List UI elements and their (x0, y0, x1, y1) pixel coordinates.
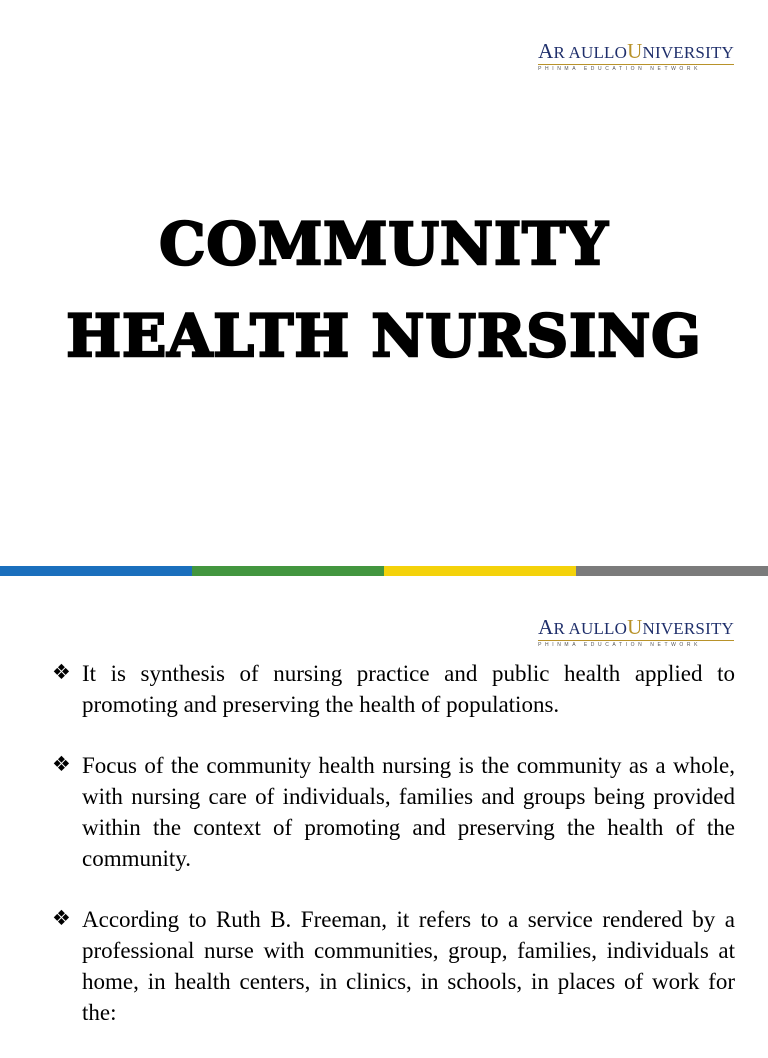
diamond-bullet-icon: ❖ (52, 660, 71, 684)
content-slide (0, 576, 768, 1024)
color-divider-bar (0, 566, 768, 576)
divider-segment-gray (576, 566, 768, 576)
bullet-list (52, 658, 735, 1058)
bullet-item: ❖ Focus of the community health nursing is the community as a whole, with nursing care of individuals, families and groups being provided within the context of promoting and preserving the health of the community. (52, 750, 735, 874)
araullo-university-logo: AR AULLOUNIVERSITY PHINMA EDUCATION NETWORK (538, 615, 734, 648)
bullet-item: ❖ It is synthesis of nursing practice and public health applied to promoting and preserving the health of populations. (52, 658, 735, 720)
diamond-bullet-icon: ❖ (52, 906, 71, 930)
title-line-2: HEALTH NURSING (66, 302, 702, 370)
bullet-item: ❖ According to Ruth B. Freeman, it refers to a service rendered by a professional nurse with communities, group, families, individuals at home, in health centers, in clinics, in schools, in places of work for the: (52, 904, 735, 1028)
araullo-university-logo: AR AULLOUNIVERSITY PHINMA EDUCATION NETWORK (538, 39, 734, 72)
slide-title (0, 198, 768, 382)
divider-segment-yellow (384, 566, 576, 576)
title-line-1: COMMUNITY (159, 210, 609, 278)
divider-segment-green (192, 566, 384, 576)
diamond-bullet-icon: ❖ (52, 752, 71, 776)
divider-segment-blue (0, 566, 192, 576)
